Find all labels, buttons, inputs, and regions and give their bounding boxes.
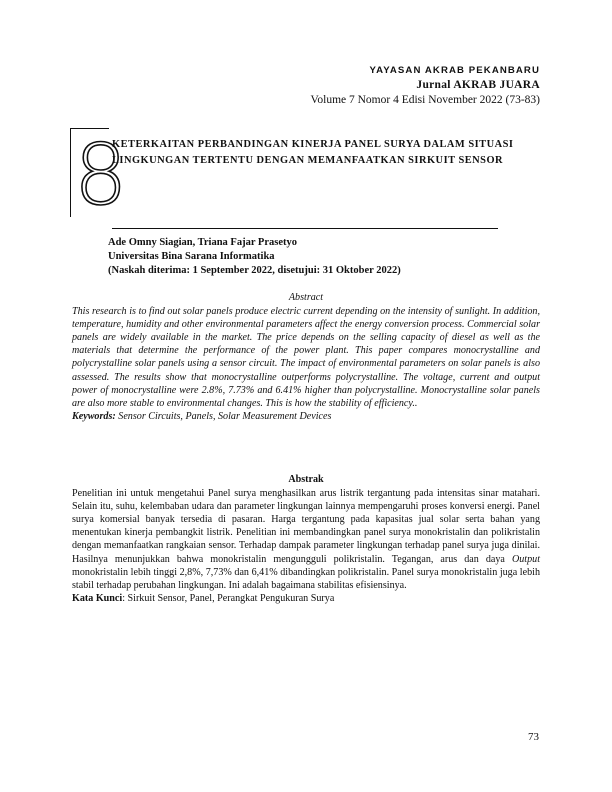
keywords-text: Sensor Circuits, Panels, Solar Measurement Devices — [115, 410, 332, 422]
abstrak-body-italic: Output — [511, 553, 540, 565]
abstract-body: This research is to find out solar panels produce electric current depending on the intensity of sunlight. In addition, temperature, humidity and other environmental parameters affect the energy conversion process. Commercial solar panels are widely available in the market. The price depends on the selling capacity of diesel as well as the materials that determine the performance of the power plant. This paper compares monocrystalline and polycrystalline solar panels using a sensor circuit. The impact of environmental parameters on solar panels is also assessed. The results show that monocrystalline outperforms polycrystalline. The voltage, current and output power of monocrystalline were 2.8%, 7.73% and 6.41% higher than polycrystalline. Monocrystalline solar panels are also more stable to environmental changes. This is how the stability of efficiency.. — [72, 306, 540, 409]
keywords-label: Keywords: — [72, 410, 116, 422]
kata-kunci-label: Kata Kunci — [72, 592, 123, 604]
article-title: KETERKAITAN PERBANDINGAN KINERJA PANEL SURYA DALAM SITUASI LINGKUNGAN TERTENTU DENGAN MEMANFAATKAN SIRKUIT SENSOR — [112, 139, 514, 166]
author-block — [108, 236, 401, 278]
journal-header — [311, 64, 540, 108]
abstract-heading: Abstract — [288, 292, 324, 303]
submission-dates: (Naskah diterima: 1 September 2022, disetujui: 31 Oktober 2022) — [108, 265, 401, 276]
author-names: Ade Omny Siagian, Triana Fajar Prasetyo — [108, 237, 297, 248]
volume-info: Volume 7 Nomor 4 Edisi November 2022 (73-83) — [310, 94, 540, 106]
chapter-number: 8 — [74, 126, 128, 224]
abstrak-body-part1: Penelitian ini untuk mengetahui Panel surya menghasilkan arus listrik tergantung pada intensitas sinar matahari. Selain itu, suhu, kelembaban udara dan parameter lingkungan lainnya mempengaruhi proses konversi energi. Panel surya komersial banyak tersedia di pasaran. Harga tergantung pada kapasitas jual solar serta bahan yang menentukan kinerja pembangkit listrik. Penelitian ini membandingkan panel surya monokristalin dan polikristalin dengan memanfaatkan rangkaian sensor. Terhadap dampak parameter lingkungan terhadap panel surya juga dinilai. Hasilnya menunjukkan bahwa monokristalin mengungguli polikristalin. Tegangan, arus dan daya — [72, 488, 540, 565]
abstrak-body-part2: monokristalin lebih tinggi 2,8%, 7,73% dan 6,41% dibandingkan polikristalin. Panel surya monokristalin juga lebih stabil terhadap perubahan lingkungan. Ini adalah bagaimana stabilitas efisiensinya. — [72, 566, 540, 591]
abstrak-body — [72, 487, 540, 592]
publisher-name: YAYASAN AKRAB PEKANBARU — [369, 65, 540, 76]
kata-kunci-line — [72, 592, 540, 605]
abstract-english — [72, 291, 540, 423]
keywords-line — [72, 410, 540, 423]
abstrak-heading: Abstrak — [288, 474, 324, 485]
title-divider — [112, 228, 498, 229]
author-affiliation: Universitas Bina Sarana Informatika — [108, 251, 275, 262]
journal-name: Jurnal AKRAB JUARA — [416, 79, 540, 91]
kata-kunci-text: : Sirkuit Sensor, Panel, Perangkat Pengukuran Surya — [122, 592, 335, 604]
abstract-indonesian — [72, 473, 540, 605]
page-number: 73 — [528, 731, 539, 743]
